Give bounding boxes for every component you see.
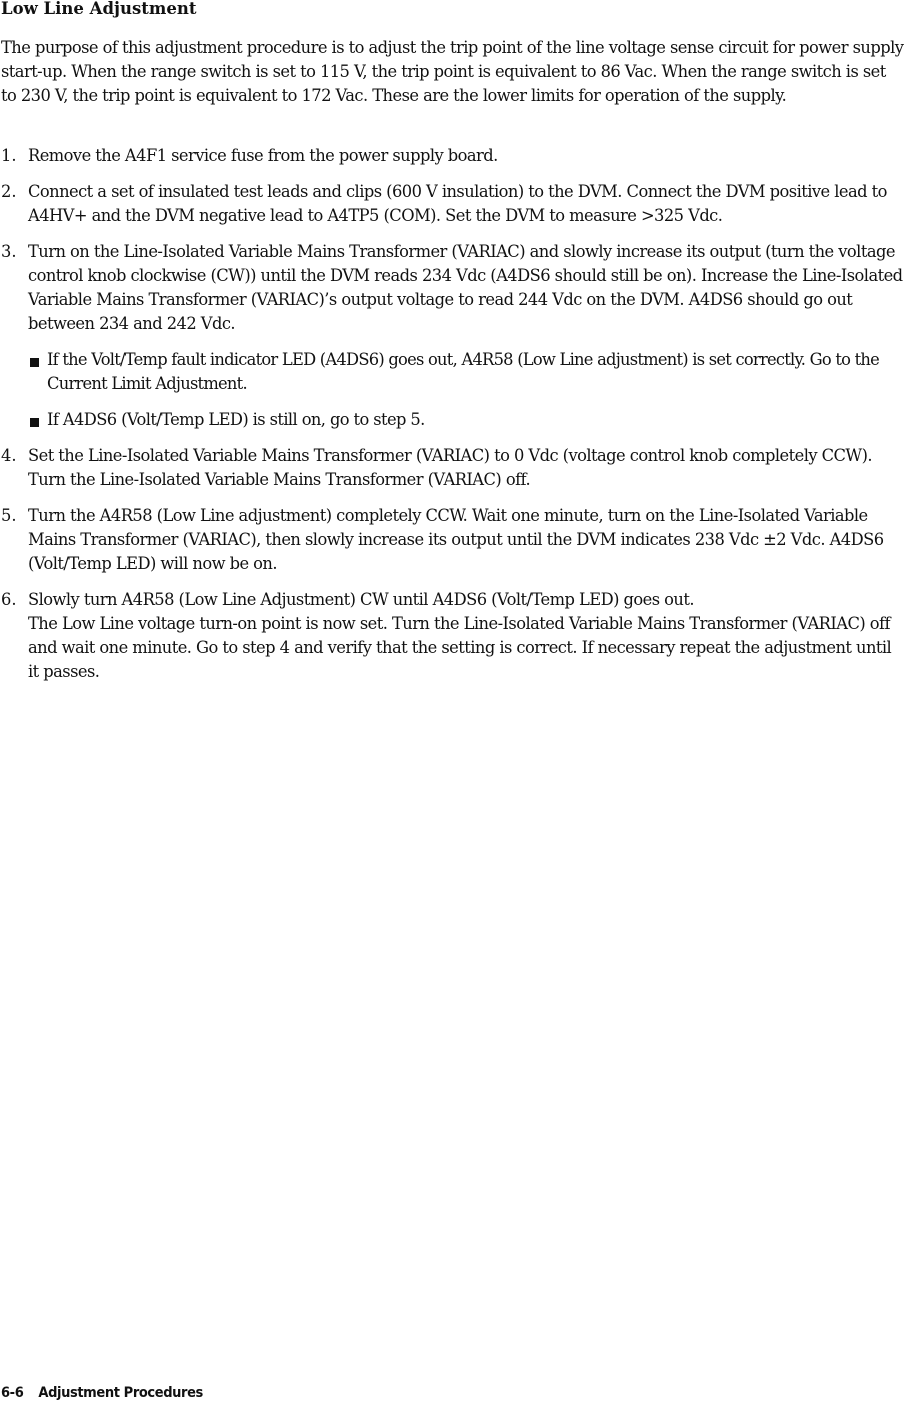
procedure-steps <box>0 144 905 696</box>
step-4 <box>0 444 905 492</box>
step-text: Remove the A4F1 service fuse from the power supply board. <box>28 146 498 165</box>
step-text-continuation: The Low Line voltage turn-on point is now set. Turn the Line-Isolated Variable Mains Transformer (VARIAC) off and wait one minute. Go to step 4 and verify that the setting is correct. If necessary repeat the adjustment until it passes. <box>28 614 892 681</box>
step-6 <box>0 588 905 684</box>
step-text: Connect a set of insulated test leads and clips (600 V insulation) to the DVM. Connect the DVM positive lead to A4HV+ and the DVM negative lead to A4TP5 (COM). Set the DVM to measure >325 Vdc. <box>28 182 887 225</box>
step-number: 6. <box>1 590 17 609</box>
step-number: 3. <box>1 242 17 261</box>
list-item <box>0 408 905 432</box>
step-text: Turn on the Line-Isolated Variable Mains Transformer (VARIAC) and slowly increase its output (turn the voltage control knob clockwise (CW)) until the DVM reads 234 Vdc (A4DS6 should still be on). Increase the Line-Isolated Variable Mains Transformer (VARIAC)’s output voltage to read 244 Vdc on the DVM. A4DS6 should go out between 234 and 242 Vdc. <box>28 242 903 333</box>
section-title: Low Line Adjustment <box>1 0 197 18</box>
step-2 <box>0 180 905 228</box>
step-text: Turn the A4R58 (Low Line adjustment) completely CCW. Wait one minute, turn on the Line-Isolated Variable Mains Transformer (VARIAC), then slowly increase its output until the DVM indicates 238 Vdc ±2 Vdc. A4DS6 (Volt/Temp LED) will now be on. <box>28 506 884 573</box>
page-number: 6-6 <box>1 1385 24 1401</box>
step-number: 4. <box>1 446 17 465</box>
square-bullet-icon <box>30 418 39 427</box>
step-text <box>28 588 905 684</box>
step-number: 2. <box>1 182 17 201</box>
step-5 <box>0 504 905 576</box>
bullet-text: If A4DS6 (Volt/Temp LED) is still on, go to step 5. <box>47 410 425 429</box>
page-footer <box>1 1383 203 1403</box>
step-3 <box>0 240 905 432</box>
step-number: 5. <box>1 506 17 525</box>
intro-paragraph: The purpose of this adjustment procedure is to adjust the trip point of the line voltage sense circuit for power supply start-up. When the range switch is set to 115 V, the trip point is equivalent to 86 Vac. When the range switch is set to 230 V, the trip point is equivalent to 172 Vac. These are the lower limits for operation of the supply. <box>1 38 904 105</box>
step-number: 1. <box>1 146 17 165</box>
step-text: Set the Line-Isolated Variable Mains Transformer (VARIAC) to 0 Vdc (voltage control knob completely CCW). Turn the Line-Isolated Variable Mains Transformer (VARIAC) off. <box>28 446 873 489</box>
chapter-title: Adjustment Procedures <box>38 1385 203 1401</box>
step-1 <box>0 144 905 168</box>
bullet-text: If the Volt/Temp fault indicator LED (A4DS6) goes out, A4R58 (Low Line adjustment) is set correctly. Go to the Current Limit Adjustment. <box>47 350 880 393</box>
list-item <box>0 348 905 396</box>
square-bullet-icon <box>30 358 39 367</box>
step-3-bullet-list <box>0 348 905 432</box>
step-text-line: Slowly turn A4R58 (Low Line Adjustment) CW until A4DS6 (Volt/Temp LED) goes out. <box>28 590 694 609</box>
